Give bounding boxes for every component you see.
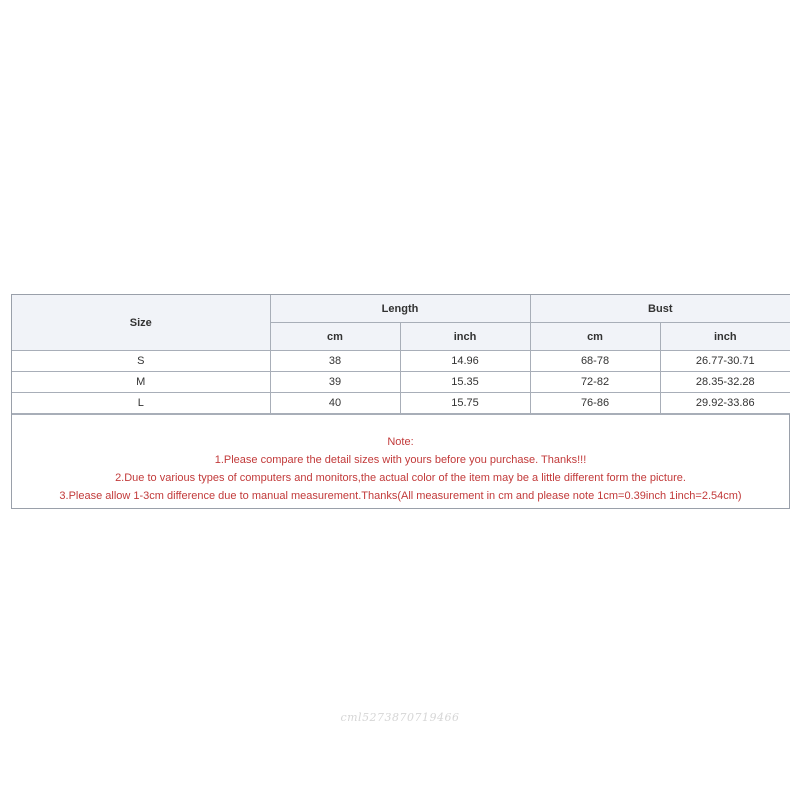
notes-section [12,414,789,508]
table-row [12,351,790,372]
bust-group-header: Bust [530,295,790,323]
note-line: 3.Please allow 1-3cm difference due to manual measurement.Thanks(All measurement in cm and please note 1cm=0.39inch 1inch=2.54cm) [59,490,742,502]
length-group-header: Length [270,295,530,323]
bust-inch-cell: 29.92-33.86 [660,393,790,414]
size-cell: L [12,393,270,414]
size-cell: M [12,372,270,393]
note-line: 2.Due to various types of computers and monitors,the actual color of the item may be a little different form the picture. [115,472,686,484]
length-inch-cell: 14.96 [400,351,530,372]
bust-inch-header: inch [660,323,790,351]
bust-cm-cell: 72-82 [530,372,660,393]
length-inch-cell: 15.75 [400,393,530,414]
bust-cm-cell: 76-86 [530,393,660,414]
length-cm-cell: 38 [270,351,400,372]
table-row [12,393,790,414]
length-inch-header: inch [400,323,530,351]
note-line: 1.Please compare the detail sizes with yours before you purchase. Thanks!!! [214,454,587,466]
bust-inch-cell: 26.77-30.71 [660,351,790,372]
notes-title: Note: [387,436,414,448]
size-chart [11,294,790,509]
bust-cm-cell: 68-78 [530,351,660,372]
table-row [12,372,790,393]
bust-cm-header: cm [530,323,660,351]
size-table [12,295,790,414]
bust-inch-cell: 28.35-32.28 [660,372,790,393]
length-cm-header: cm [270,323,400,351]
size-cell: S [12,351,270,372]
watermark: cml5273870719466 [340,711,460,724]
length-inch-cell: 15.35 [400,372,530,393]
length-cm-cell: 39 [270,372,400,393]
length-cm-cell: 40 [270,393,400,414]
size-column-header: Size [12,295,270,351]
